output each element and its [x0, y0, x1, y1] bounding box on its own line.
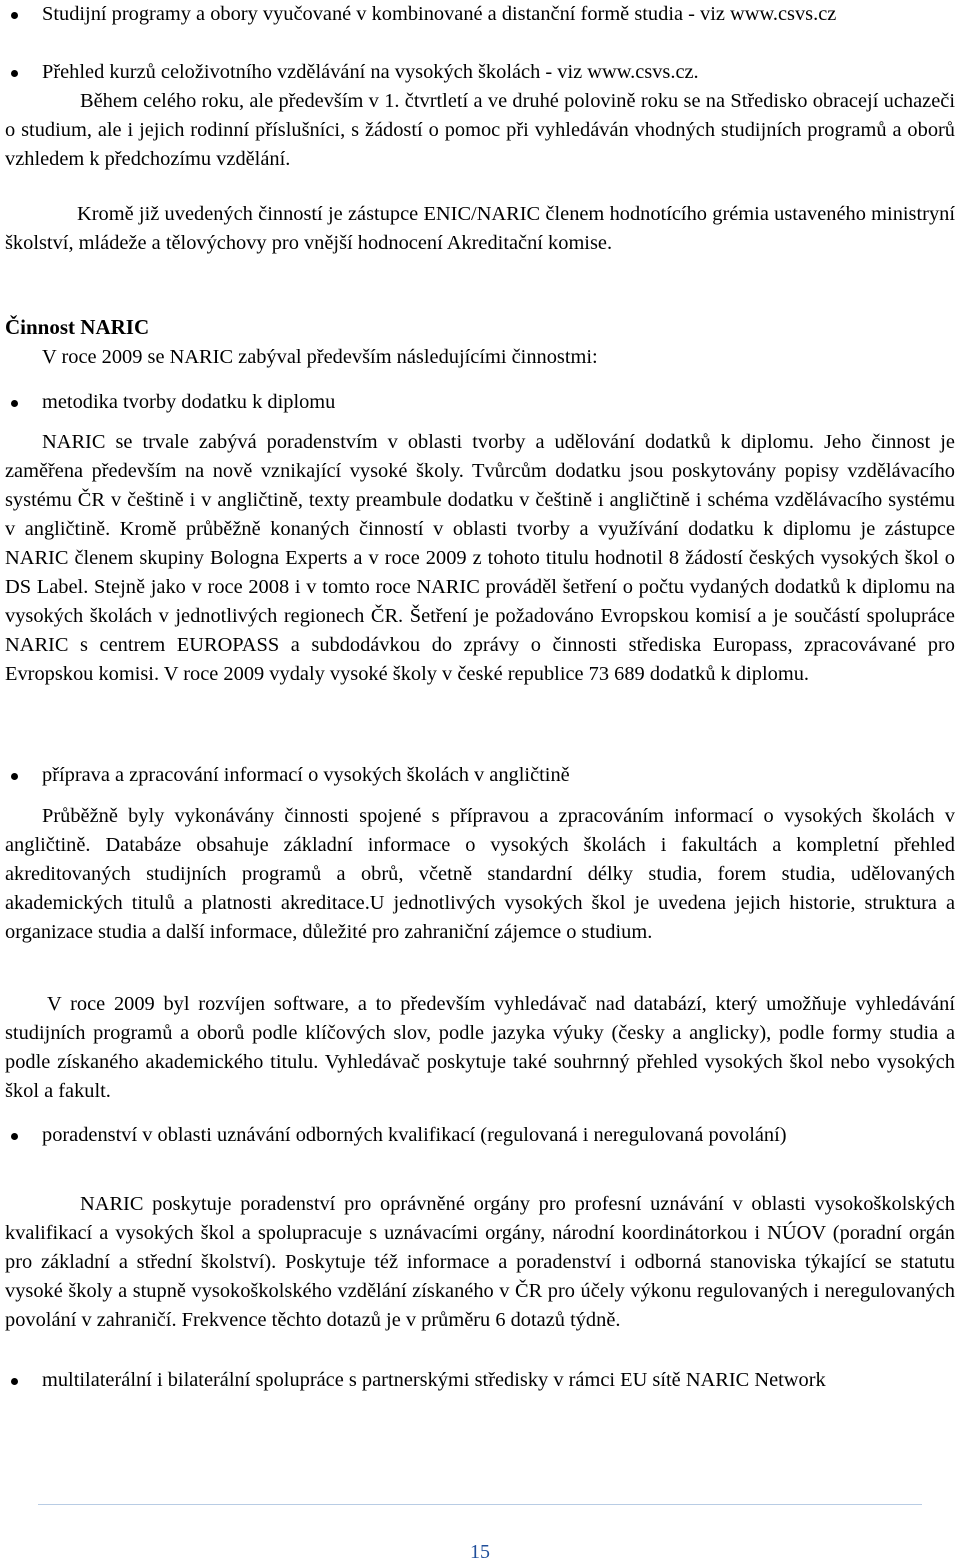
bullet-icon [11, 12, 18, 19]
bullet-text: Studijní programy a obory vyučované v kombinované a distanční formě studia - viz www.csvs.cz [42, 3, 837, 25]
footer-divider [38, 1504, 922, 1505]
bullet-icon [11, 1378, 18, 1385]
bullet-item [42, 1121, 955, 1150]
paragraph: Během celého roku, ale především v 1. čtvrtletí a ve druhé polovině roku se na Středisko obracejí uchazeči o studium, ale i jejich rodinní příslušníci, s žádostí o pomoc při vyhledáván vhodných studijních programů a oborů vzhledem k předchozímu vzdělání. [5, 90, 955, 170]
paragraph: NARIC poskytuje poradenství pro oprávněné orgány pro profesní uznávání v oblasti vysokoškolských kvalifikací a vysokých škol a spolupracuje s uznávacími orgány, národní koordinátorkou i NÚOV (poradní orgán pro základní a střední školství). Poskytuje též informace a poradenství i odborná stanoviska týkající se statutu vysoké školy a stupně vysokoškolského vzdělání získaného v ČR pro účely výkonu regulovaných i neregulovaných povolání v zahraničí. Frekvence těchto dotazů je v průměru 6 dotazů týdně. [5, 1193, 955, 1331]
bullet-icon [11, 400, 18, 407]
bullet-item [42, 58, 955, 87]
bullet-item [42, 0, 955, 29]
paragraph: V roce 2009 byl rozvíjen software, a to především vyhledávač nad databází, který umožňuje vyhledávání studijních programů a oborů podle klíčových slov, podle jazyka výuky (česky a anglicky), podle formy studia a podle získaného akademického titulu. Vyhledávač poskytuje také souhrnný přehled vysokých škol nebo vysokých škol a fakult. [5, 993, 955, 1102]
bullet-text: multilaterální i bilaterální spolupráce s partnerskými středisky v rámci EU sítě NARIC Network [42, 1369, 826, 1391]
bullet-text: poradenství v oblasti uznávání odborných kvalifikací (regulovaná i neregulovaná povolání) [42, 1124, 787, 1146]
intro-text: V roce 2009 se NARIC zabýval především následujícími činnostmi: [42, 346, 598, 368]
bullet-text: příprava a zpracování informací o vysokých školách v angličtině [42, 764, 570, 786]
bullet-text: metodika tvorby dodatku k diplomu [42, 391, 336, 413]
bullet-text: Přehled kurzů celoživotního vzdělávání na vysokých školách - viz www.csvs.cz. [42, 61, 699, 83]
bullet-icon [11, 70, 18, 77]
page-number: 15 [470, 1541, 490, 1563]
paragraph: Kromě již uvedených činností je zástupce ENIC/NARIC členem hodnotícího grémia ustaveného ministryní školství, mládeže a tělovýchovy pro vnější hodnocení Akreditační komise. [5, 203, 955, 254]
paragraph: NARIC se trvale zabývá poradenstvím v oblasti tvorby a udělování dodatků k diplomu. Jeho činnost je zaměřena především na nově vznikající vysoké školy. Tvůrcům dodatku jsou poskytovány popisy vzdělávacího systému ČR v češtině i v angličtině, texty preambule dodatku v češtině i angličtině i schéma vzdělávacího systému v angličtině. Kromě průběžně konaných činností v oblasti tvorby a využívání dodatku k diplomu je zástupce NARIC členem skupiny Bologna Experts a v roce 2009 z tohoto titulu hodnotil 8 žádostí českých vysokých škol o DS Label. Stejně jako v roce 2008 i v tomto roce NARIC prováděl šetření o počtu vydaných dodatků k diplomu na vysokých školách v jednotlivých regionech ČR. Šetření je požadováno Evropskou komisí a je součástí spolupráce NARIC s centrem EUROPASS a subdodávkou do zprávy o činnosti střediska Europass, zpracovávané pro Evropskou komisi. V roce 2009 vydaly vysoké školy v české republice 73 689 dodatků k diplomu. [5, 431, 955, 685]
bullet-item [42, 761, 955, 790]
bullet-item [42, 388, 955, 417]
bullet-icon [11, 1133, 18, 1140]
bullet-item [42, 1366, 955, 1395]
paragraph: Průběžně byly vykonávány činnosti spojené s přípravou a zpracováním informací o vysokých školách v angličtině. Databáze obsahuje základní informace o vysokých školách i fakultách a kompletní přehled akreditovaných studijních programů a obrů, včetně standardní délky studia, forem studia, udělovaných akademických titulů a platnosti akreditace.U jednotlivých vysokých škol je uvedena jejich historie, struktura a organizace studia a další informace, důležité pro zahraniční zájemce o studium. [5, 805, 955, 943]
bullet-icon [11, 773, 18, 780]
section-heading: Činnost NARIC [5, 315, 150, 339]
